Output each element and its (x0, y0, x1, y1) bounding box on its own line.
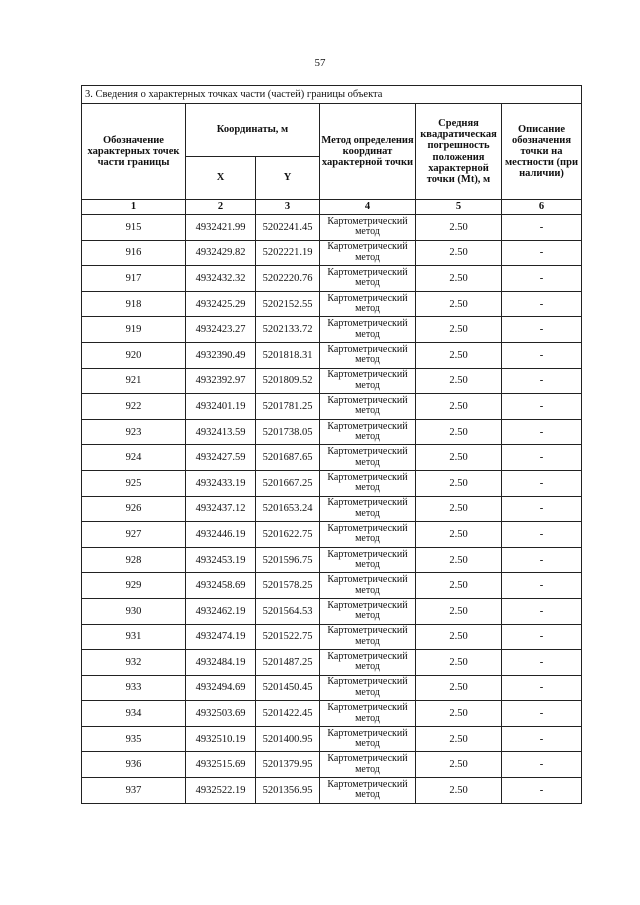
coordinate-y: 5202152.55 (256, 291, 320, 317)
method: Картометрический метод (320, 598, 416, 624)
coordinate-y: 5201818.31 (256, 342, 320, 368)
header-coordinates: Координаты, м (186, 104, 320, 157)
table-row (82, 470, 582, 496)
accuracy-mt: 2.50 (416, 650, 502, 676)
coordinate-x: 4932433.19 (186, 470, 256, 496)
coordinate-x: 4932484.19 (186, 650, 256, 676)
point-designation: 917 (82, 266, 186, 292)
point-designation: 922 (82, 394, 186, 420)
point-description: - (502, 752, 582, 778)
method: Картометрический метод (320, 342, 416, 368)
coordinate-x: 4932421.99 (186, 215, 256, 241)
header-y: Y (256, 157, 320, 200)
column-number: 2 (186, 200, 256, 215)
point-description: - (502, 701, 582, 727)
point-description: - (502, 445, 582, 471)
method: Картометрический метод (320, 419, 416, 445)
coordinate-y: 5201622.75 (256, 522, 320, 548)
accuracy-mt: 2.50 (416, 419, 502, 445)
point-designation: 918 (82, 291, 186, 317)
coordinate-x: 4932462.19 (186, 598, 256, 624)
table-row (82, 342, 582, 368)
accuracy-mt: 2.50 (416, 291, 502, 317)
accuracy-mt: 2.50 (416, 240, 502, 266)
method: Картометрический метод (320, 778, 416, 804)
section-title-row (82, 86, 582, 104)
column-number: 3 (256, 200, 320, 215)
page-number: 57 (314, 57, 326, 69)
coordinate-y: 5201667.25 (256, 470, 320, 496)
point-description: - (502, 240, 582, 266)
point-description: - (502, 522, 582, 548)
coordinate-x: 4932425.29 (186, 291, 256, 317)
method: Картометрический метод (320, 547, 416, 573)
point-designation: 936 (82, 752, 186, 778)
coordinate-y: 5201450.45 (256, 675, 320, 701)
header-accuracy: Средняя квадратическая погрешность положения характерной точки (Mt), м (416, 104, 502, 200)
point-description: - (502, 650, 582, 676)
point-designation: 931 (82, 624, 186, 650)
coordinate-x: 4932458.69 (186, 573, 256, 599)
point-designation: 929 (82, 573, 186, 599)
coordinate-y: 5201578.25 (256, 573, 320, 599)
coordinate-y: 5201400.95 (256, 726, 320, 752)
method: Картометрический метод (320, 470, 416, 496)
coordinate-y: 5201653.24 (256, 496, 320, 522)
point-designation: 928 (82, 547, 186, 573)
point-designation: 927 (82, 522, 186, 548)
point-description: - (502, 266, 582, 292)
coordinate-x: 4932429.82 (186, 240, 256, 266)
column-number: 4 (320, 200, 416, 215)
method: Картометрический метод (320, 317, 416, 343)
method: Картометрический метод (320, 291, 416, 317)
table-row (82, 675, 582, 701)
accuracy-mt: 2.50 (416, 215, 502, 241)
table-row (82, 701, 582, 727)
method: Картометрический метод (320, 752, 416, 778)
coordinate-x: 4932515.69 (186, 752, 256, 778)
accuracy-mt: 2.50 (416, 342, 502, 368)
accuracy-mt: 2.50 (416, 317, 502, 343)
point-description: - (502, 317, 582, 343)
table-row (82, 598, 582, 624)
table-row (82, 266, 582, 292)
method: Картометрический метод (320, 496, 416, 522)
table-row (82, 547, 582, 573)
column-number: 1 (82, 200, 186, 215)
coordinate-y: 5201687.65 (256, 445, 320, 471)
point-designation: 926 (82, 496, 186, 522)
accuracy-mt: 2.50 (416, 598, 502, 624)
header-row (82, 104, 582, 157)
method: Картометрический метод (320, 522, 416, 548)
coordinate-x: 4932446.19 (186, 522, 256, 548)
coordinate-x: 4932413.59 (186, 419, 256, 445)
accuracy-mt: 2.50 (416, 778, 502, 804)
coordinate-x: 4932510.19 (186, 726, 256, 752)
column-number: 6 (502, 200, 582, 215)
column-number: 5 (416, 200, 502, 215)
coordinate-x: 4932437.12 (186, 496, 256, 522)
column-number-row (82, 200, 582, 215)
accuracy-mt: 2.50 (416, 726, 502, 752)
coordinate-y: 5202133.72 (256, 317, 320, 343)
method: Картометрический метод (320, 368, 416, 394)
table-row (82, 624, 582, 650)
accuracy-mt: 2.50 (416, 522, 502, 548)
point-description: - (502, 368, 582, 394)
coordinate-x: 4932423.27 (186, 317, 256, 343)
table-row (82, 215, 582, 241)
point-designation: 932 (82, 650, 186, 676)
accuracy-mt: 2.50 (416, 266, 502, 292)
header-designation: Обозначение характерных точек части границы (82, 104, 186, 200)
coordinate-y: 5202241.45 (256, 215, 320, 241)
point-designation: 923 (82, 419, 186, 445)
point-description: - (502, 419, 582, 445)
coordinate-x: 4932474.19 (186, 624, 256, 650)
table-row (82, 522, 582, 548)
point-description: - (502, 291, 582, 317)
table-row (82, 419, 582, 445)
point-description: - (502, 547, 582, 573)
method: Картометрический метод (320, 624, 416, 650)
accuracy-mt: 2.50 (416, 368, 502, 394)
method: Картометрический метод (320, 445, 416, 471)
table-row (82, 650, 582, 676)
coordinate-x: 4932432.32 (186, 266, 256, 292)
point-designation: 924 (82, 445, 186, 471)
coordinate-x: 4932427.59 (186, 445, 256, 471)
method: Картометрический метод (320, 266, 416, 292)
coordinate-y: 5201596.75 (256, 547, 320, 573)
table-row (82, 240, 582, 266)
point-designation: 925 (82, 470, 186, 496)
method: Картометрический метод (320, 650, 416, 676)
method: Картометрический метод (320, 675, 416, 701)
point-designation: 930 (82, 598, 186, 624)
accuracy-mt: 2.50 (416, 496, 502, 522)
point-designation: 937 (82, 778, 186, 804)
method: Картометрический метод (320, 573, 416, 599)
table-row (82, 368, 582, 394)
coordinate-y: 5201738.05 (256, 419, 320, 445)
header-method: Метод определения координат характерной точки (320, 104, 416, 200)
table-row (82, 752, 582, 778)
coordinate-x: 4932453.19 (186, 547, 256, 573)
accuracy-mt: 2.50 (416, 675, 502, 701)
coordinate-y: 5201522.75 (256, 624, 320, 650)
coordinate-y: 5201564.53 (256, 598, 320, 624)
method: Картометрический метод (320, 394, 416, 420)
point-designation: 921 (82, 368, 186, 394)
accuracy-mt: 2.50 (416, 752, 502, 778)
point-description: - (502, 778, 582, 804)
method: Картометрический метод (320, 701, 416, 727)
coordinate-y: 5201422.45 (256, 701, 320, 727)
table-row (82, 445, 582, 471)
point-description: - (502, 496, 582, 522)
method: Картометрический метод (320, 240, 416, 266)
coordinate-y: 5201781.25 (256, 394, 320, 420)
table-row (82, 291, 582, 317)
accuracy-mt: 2.50 (416, 701, 502, 727)
point-description: - (502, 470, 582, 496)
coordinate-x: 4932401.19 (186, 394, 256, 420)
coordinate-x: 4932503.69 (186, 701, 256, 727)
point-designation: 935 (82, 726, 186, 752)
point-description: - (502, 573, 582, 599)
coordinate-y: 5201487.25 (256, 650, 320, 676)
header-description: Описание обозначения точки на местности (при наличии) (502, 104, 582, 200)
accuracy-mt: 2.50 (416, 624, 502, 650)
coordinate-y: 5201809.52 (256, 368, 320, 394)
point-description: - (502, 215, 582, 241)
table-row (82, 726, 582, 752)
table-row (82, 317, 582, 343)
point-designation: 916 (82, 240, 186, 266)
point-designation: 920 (82, 342, 186, 368)
accuracy-mt: 2.50 (416, 573, 502, 599)
accuracy-mt: 2.50 (416, 394, 502, 420)
coordinate-x: 4932392.97 (186, 368, 256, 394)
characteristic-points-table (81, 85, 582, 804)
accuracy-mt: 2.50 (416, 470, 502, 496)
coordinate-x: 4932390.49 (186, 342, 256, 368)
point-designation: 933 (82, 675, 186, 701)
coordinate-y: 5201356.95 (256, 778, 320, 804)
point-designation: 919 (82, 317, 186, 343)
table-row (82, 394, 582, 420)
header-x: X (186, 157, 256, 200)
table-row (82, 573, 582, 599)
coordinate-y: 5202220.76 (256, 266, 320, 292)
method: Картометрический метод (320, 726, 416, 752)
section-title: 3. Сведения о характерных точках части (частей) границы объекта (82, 86, 582, 104)
coordinate-x: 4932522.19 (186, 778, 256, 804)
table-body (82, 215, 582, 804)
table-row (82, 496, 582, 522)
point-description: - (502, 624, 582, 650)
point-description: - (502, 675, 582, 701)
point-description: - (502, 598, 582, 624)
point-description: - (502, 342, 582, 368)
accuracy-mt: 2.50 (416, 547, 502, 573)
method: Картометрический метод (320, 215, 416, 241)
point-designation: 934 (82, 701, 186, 727)
coordinate-y: 5202221.19 (256, 240, 320, 266)
point-description: - (502, 394, 582, 420)
table-row (82, 778, 582, 804)
coordinate-x: 4932494.69 (186, 675, 256, 701)
point-designation: 915 (82, 215, 186, 241)
accuracy-mt: 2.50 (416, 445, 502, 471)
coordinate-y: 5201379.95 (256, 752, 320, 778)
point-description: - (502, 726, 582, 752)
